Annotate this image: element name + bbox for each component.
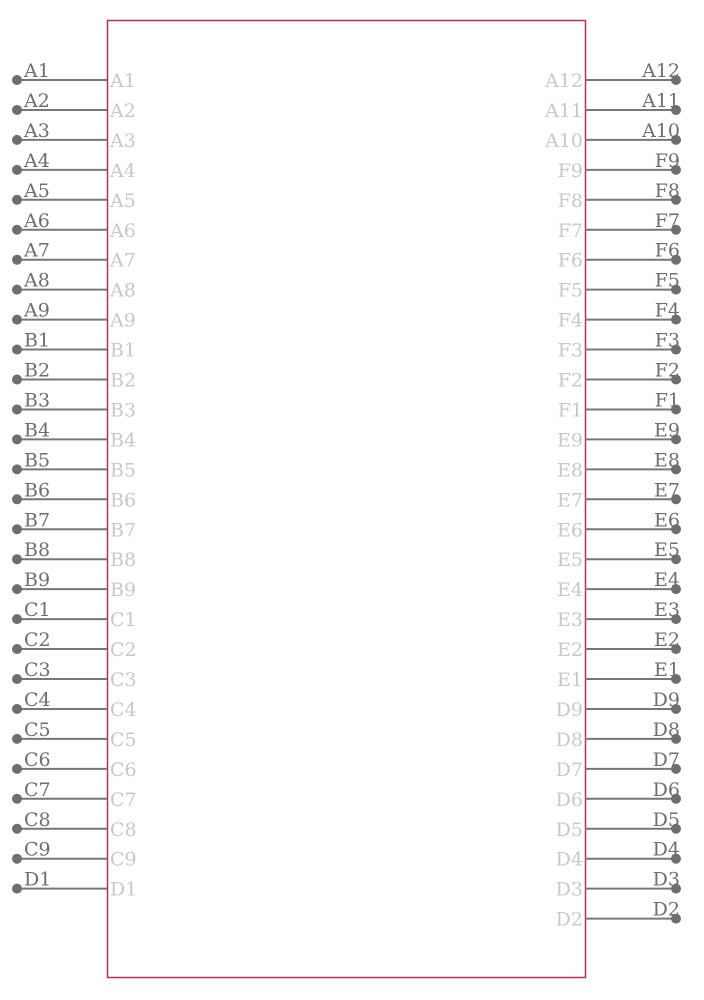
left-pin-group bbox=[12, 60, 137, 901]
pin-left-A4 bbox=[12, 150, 136, 182]
pin-number-label: E9 bbox=[654, 419, 680, 442]
pin-name-label: D4 bbox=[555, 848, 583, 871]
pin-name-label: D7 bbox=[555, 758, 583, 781]
pin-left-A7 bbox=[12, 240, 136, 272]
pin-name-label: C6 bbox=[110, 758, 137, 781]
pin-name-label: F3 bbox=[557, 339, 583, 362]
pin-number-label: E1 bbox=[654, 659, 680, 681]
pin-name-label: E6 bbox=[557, 519, 583, 542]
pin-number-label: E7 bbox=[654, 479, 680, 502]
pin-right-F4 bbox=[558, 300, 681, 332]
pin-name-label: E3 bbox=[557, 609, 583, 632]
pin-number-label: D6 bbox=[652, 778, 680, 801]
pin-number-label: B9 bbox=[24, 569, 51, 592]
pin-name-label: C1 bbox=[110, 609, 137, 632]
pin-endpoint-dot bbox=[12, 554, 22, 564]
pin-left-B1 bbox=[12, 330, 136, 362]
pin-left-A6 bbox=[12, 210, 136, 242]
pin-right-D3 bbox=[556, 869, 681, 901]
pin-right-E6 bbox=[557, 509, 681, 541]
pin-name-label: A12 bbox=[545, 70, 583, 92]
pin-left-B3 bbox=[12, 389, 136, 421]
pin-number-label: B2 bbox=[24, 359, 51, 382]
pin-left-A1 bbox=[12, 60, 136, 92]
pin-name-label: B8 bbox=[110, 549, 137, 572]
pin-endpoint-dot bbox=[12, 285, 22, 295]
pin-endpoint-dot bbox=[12, 794, 22, 804]
pin-number-label: E2 bbox=[654, 629, 680, 652]
pin-left-A3 bbox=[12, 120, 136, 152]
pin-right-F6 bbox=[558, 240, 681, 272]
pin-right-D5 bbox=[556, 809, 681, 841]
pin-name-label: C9 bbox=[110, 848, 137, 871]
pin-name-label: A2 bbox=[110, 99, 136, 122]
pin-left-B9 bbox=[12, 569, 136, 601]
pin-left-C5 bbox=[12, 719, 137, 751]
pin-endpoint-dot bbox=[12, 494, 22, 504]
pin-left-C4 bbox=[12, 689, 137, 721]
pin-endpoint-dot bbox=[12, 195, 22, 205]
pin-number-label: B3 bbox=[24, 389, 51, 412]
pin-number-label: E8 bbox=[654, 449, 680, 472]
pin-name-label: C3 bbox=[110, 669, 137, 691]
pin-name-label: C8 bbox=[110, 818, 137, 841]
pin-endpoint-dot bbox=[12, 375, 22, 385]
pin-name-label: A1 bbox=[110, 70, 136, 92]
pin-right-D6 bbox=[556, 779, 681, 811]
pin-name-label: D9 bbox=[555, 698, 583, 721]
pin-number-label: D2 bbox=[652, 898, 680, 921]
pin-name-label: A3 bbox=[110, 129, 136, 152]
pin-right-A11 bbox=[544, 90, 681, 122]
pin-name-label: B1 bbox=[110, 339, 137, 362]
pin-number-label: A8 bbox=[24, 269, 50, 292]
pin-number-label: A10 bbox=[642, 119, 680, 142]
pin-name-label: A7 bbox=[110, 249, 136, 272]
pin-number-label: F2 bbox=[654, 359, 680, 382]
right-pin-group bbox=[544, 60, 681, 931]
pin-right-E9 bbox=[557, 419, 681, 451]
pin-name-label: C7 bbox=[110, 788, 137, 811]
pin-name-label: E7 bbox=[557, 489, 583, 512]
pin-name-label: F4 bbox=[557, 309, 583, 332]
pin-right-E1 bbox=[557, 659, 681, 691]
pin-number-label: D8 bbox=[652, 718, 680, 741]
pin-endpoint-dot bbox=[12, 75, 22, 85]
pin-name-label: F1 bbox=[557, 399, 583, 422]
pin-right-F9 bbox=[558, 150, 681, 182]
pin-number-label: F7 bbox=[654, 209, 680, 232]
pin-right-F3 bbox=[558, 330, 681, 362]
pin-right-D4 bbox=[556, 839, 681, 871]
pin-right-F8 bbox=[558, 180, 681, 212]
pin-number-label: A12 bbox=[642, 60, 680, 82]
pin-number-label: F6 bbox=[654, 239, 680, 262]
pin-number-label: D7 bbox=[652, 748, 680, 771]
pin-name-label: B9 bbox=[110, 579, 137, 602]
pin-number-label: C3 bbox=[24, 659, 51, 681]
pin-endpoint-dot bbox=[12, 255, 22, 265]
pin-endpoint-dot bbox=[12, 135, 22, 145]
pin-number-label: E6 bbox=[654, 509, 680, 532]
pin-left-C6 bbox=[12, 749, 137, 781]
pin-right-E2 bbox=[557, 629, 681, 661]
pin-name-label: F2 bbox=[557, 369, 583, 392]
pin-right-A10 bbox=[544, 120, 681, 152]
pin-name-label: F8 bbox=[557, 189, 583, 212]
pin-name-label: D3 bbox=[555, 878, 583, 901]
pin-endpoint-dot bbox=[12, 584, 22, 594]
pin-endpoint-dot bbox=[12, 524, 22, 534]
pin-number-label: A6 bbox=[24, 209, 50, 232]
pin-name-label: A6 bbox=[110, 219, 136, 242]
pin-right-D8 bbox=[556, 719, 681, 751]
pin-number-label: A9 bbox=[24, 299, 50, 322]
pin-number-label: C2 bbox=[24, 629, 51, 652]
pin-number-label: F1 bbox=[654, 389, 680, 412]
pin-left-B5 bbox=[12, 449, 136, 481]
pin-right-F5 bbox=[558, 270, 681, 302]
pin-name-label: B2 bbox=[110, 369, 137, 392]
pin-name-label: A5 bbox=[110, 189, 136, 212]
pin-number-label: B7 bbox=[24, 509, 51, 532]
pin-left-C1 bbox=[12, 599, 137, 631]
pin-number-label: C1 bbox=[24, 599, 51, 622]
pin-right-E8 bbox=[557, 449, 681, 481]
pin-name-label: E4 bbox=[557, 579, 583, 602]
pin-name-label: F9 bbox=[557, 159, 583, 182]
pin-right-F1 bbox=[558, 389, 681, 421]
pin-endpoint-dot bbox=[12, 464, 22, 474]
pin-name-label: C2 bbox=[110, 639, 137, 662]
pin-endpoint-dot bbox=[12, 165, 22, 175]
pin-endpoint-dot bbox=[12, 704, 22, 714]
pin-endpoint-dot bbox=[12, 854, 22, 864]
pin-number-label: A7 bbox=[24, 239, 50, 262]
pin-right-F7 bbox=[558, 210, 681, 242]
pin-number-label: A2 bbox=[24, 89, 50, 112]
pin-right-D2 bbox=[556, 899, 681, 931]
pin-number-label: B6 bbox=[24, 479, 51, 502]
pin-number-label: F9 bbox=[654, 149, 680, 172]
pin-left-C2 bbox=[12, 629, 137, 661]
pin-right-F2 bbox=[558, 360, 681, 392]
pin-name-label: A8 bbox=[110, 279, 136, 302]
pin-name-label: A11 bbox=[545, 99, 583, 122]
pin-left-C7 bbox=[12, 779, 137, 811]
pin-endpoint-dot bbox=[12, 734, 22, 744]
pin-number-label: E5 bbox=[654, 539, 680, 562]
pin-endpoint-dot bbox=[12, 824, 22, 834]
pin-left-B7 bbox=[12, 509, 136, 541]
pin-number-label: C9 bbox=[24, 838, 51, 861]
pin-name-label: D8 bbox=[555, 728, 583, 751]
pin-left-D1 bbox=[12, 869, 137, 901]
pin-number-label: D5 bbox=[652, 808, 680, 831]
pin-name-label: B5 bbox=[110, 459, 137, 482]
pin-right-E3 bbox=[557, 599, 681, 631]
pin-endpoint-dot bbox=[12, 345, 22, 355]
pin-endpoint-dot bbox=[12, 614, 22, 624]
pin-number-label: D9 bbox=[652, 688, 680, 711]
pin-number-label: C4 bbox=[24, 688, 51, 711]
pin-name-label: F5 bbox=[557, 279, 583, 302]
pin-right-E7 bbox=[557, 479, 681, 511]
pin-left-A9 bbox=[12, 300, 136, 332]
pin-left-B6 bbox=[12, 479, 136, 511]
pin-number-label: E4 bbox=[654, 569, 680, 592]
pin-number-label: C7 bbox=[24, 778, 51, 801]
pin-number-label: F4 bbox=[654, 299, 680, 322]
component-body bbox=[108, 21, 586, 978]
pin-endpoint-dot bbox=[12, 674, 22, 684]
pin-name-label: D1 bbox=[110, 878, 138, 901]
pin-left-C9 bbox=[12, 839, 137, 871]
pin-endpoint-dot bbox=[12, 225, 22, 235]
pin-right-E5 bbox=[557, 539, 681, 571]
pin-left-B2 bbox=[12, 360, 136, 392]
pin-name-label: B4 bbox=[110, 429, 137, 452]
pin-name-label: E1 bbox=[557, 669, 583, 691]
pin-number-label: D3 bbox=[652, 868, 680, 891]
pin-number-label: F3 bbox=[654, 329, 680, 352]
pin-name-label: B3 bbox=[110, 399, 137, 422]
pin-left-A8 bbox=[12, 270, 136, 302]
pin-number-label: B1 bbox=[24, 329, 51, 352]
pin-number-label: A1 bbox=[24, 60, 50, 82]
pin-number-label: C8 bbox=[24, 808, 51, 831]
pin-number-label: F8 bbox=[654, 179, 680, 202]
pin-number-label: A5 bbox=[24, 179, 50, 202]
pin-name-label: F6 bbox=[557, 249, 583, 272]
pin-number-label: B8 bbox=[24, 539, 51, 562]
pin-endpoint-dot bbox=[12, 404, 22, 414]
pin-name-label: E2 bbox=[557, 639, 583, 662]
pin-left-C3 bbox=[12, 659, 137, 691]
pin-endpoint-dot bbox=[12, 764, 22, 774]
pin-number-label: B5 bbox=[24, 449, 51, 472]
pin-number-label: F5 bbox=[654, 269, 680, 292]
pin-name-label: B7 bbox=[110, 519, 137, 542]
pin-name-label: E5 bbox=[557, 549, 583, 572]
pin-number-label: A11 bbox=[642, 89, 680, 112]
pin-right-A12 bbox=[544, 60, 681, 92]
pin-name-label: D2 bbox=[555, 908, 583, 931]
pin-endpoint-dot bbox=[12, 434, 22, 444]
pin-number-label: E3 bbox=[654, 599, 680, 622]
pin-number-label: C5 bbox=[24, 718, 51, 741]
pin-name-label: C4 bbox=[110, 698, 137, 721]
pin-endpoint-dot bbox=[12, 884, 22, 894]
pin-left-C8 bbox=[12, 809, 137, 841]
pin-name-label: B6 bbox=[110, 489, 137, 512]
pin-number-label: A3 bbox=[24, 119, 50, 142]
pin-name-label: A9 bbox=[110, 309, 136, 332]
pin-name-label: F7 bbox=[557, 219, 583, 242]
pin-name-label: D5 bbox=[555, 818, 583, 841]
pin-number-label: C6 bbox=[24, 748, 51, 771]
pin-endpoint-dot bbox=[12, 105, 22, 115]
pin-number-label: B4 bbox=[24, 419, 51, 442]
pin-left-B4 bbox=[12, 419, 136, 451]
pin-number-label: D4 bbox=[652, 838, 680, 861]
pin-name-label: D6 bbox=[555, 788, 583, 811]
pin-right-D7 bbox=[556, 749, 681, 781]
pin-number-label: D1 bbox=[24, 868, 52, 891]
pin-endpoint-dot bbox=[12, 315, 22, 325]
pin-name-label: E9 bbox=[557, 429, 583, 452]
pin-right-E4 bbox=[557, 569, 681, 601]
pin-right-D9 bbox=[556, 689, 681, 721]
pin-endpoint-dot bbox=[12, 644, 22, 654]
pin-name-label: A4 bbox=[110, 159, 136, 182]
pin-name-label: E8 bbox=[557, 459, 583, 482]
pin-left-A2 bbox=[12, 90, 136, 122]
pin-name-label: C5 bbox=[110, 728, 137, 751]
pin-left-B8 bbox=[12, 539, 136, 571]
pin-number-label: A4 bbox=[24, 149, 50, 172]
pin-left-A5 bbox=[12, 180, 136, 212]
pin-name-label: A10 bbox=[545, 129, 583, 152]
